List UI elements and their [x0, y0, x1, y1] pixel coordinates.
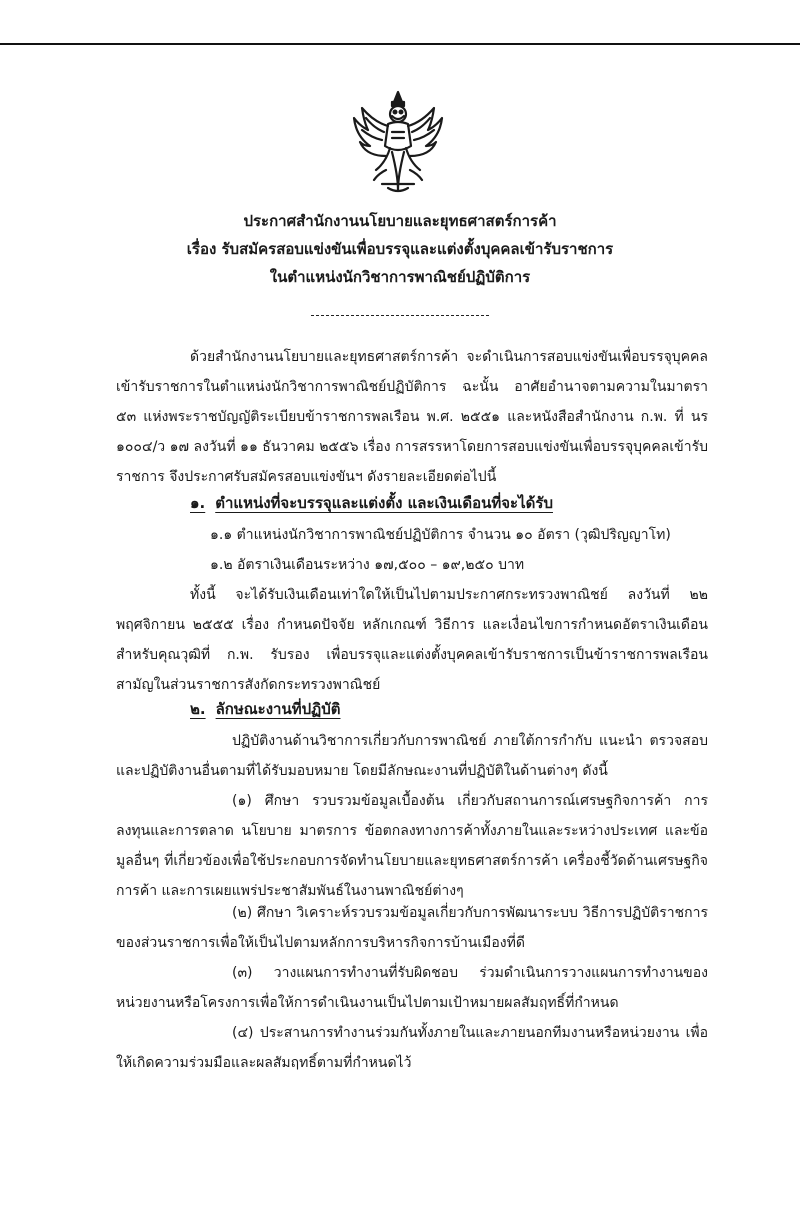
header-divider — [311, 315, 489, 316]
section-1-item-2: ๑.๒ อัตราเงินเดือนระหว่าง ๑๗,๕๐๐ – ๑๙,๒๕๐ บาท — [210, 557, 525, 573]
duty-2: (๒) ศึกษา วิเคราะห์รวบรวมข้อมูลเกี่ยวกับการพัฒนาระบบ วิธีการปฏิบัติราชการของส่วนราชการเพื่อให้เป็นไปตามหลักการบริหารกิจการบ้านเมืองที่ดี — [116, 905, 708, 951]
section-1-note: ทั้งนี้ จะได้รับเงินเดือนเท่าใดให้เป็นไปตามประกาศกระทรวงพาณิชย์ ลงวันที่ ๒๒ พฤศจิกายน ๒๕๕๕ เรื่อง กำหนดปัจจัย หลักเกณฑ์ วิธีการ และเงื่อนไขการกำหนดอัตราเงินเดือนสำหรับคุณวุฒิที่ ก.พ. รับรอง เพื่อบรรจุและแต่งตั้งบุคคลเข้ารับราชการเป็นข้าราชการพลเรือนสามัญในส่วนราชการสังกัดกระทรวงพาณิชย์ — [116, 587, 708, 693]
section-1-heading — [190, 488, 553, 518]
duty-3: (๓) วางแผนการทำงานที่รับผิดชอบ ร่วมดำเนินการวางแผนการทำงานของหน่วยงานหรือโครงการเพื่อให้การดำเนินงานเป็นไปตามเป้าหมายผลสัมฤทธิ์ที่กำหนด — [116, 965, 708, 1011]
announcement-title: ประกาศสำนักงานนโยบายและยุทธศาสตร์การค้า — [243, 212, 557, 230]
section-2-title: ลักษณะงานที่ปฏิบัติ — [215, 700, 341, 718]
section-2-heading — [190, 694, 340, 724]
section-2-number: ๒. — [190, 700, 206, 718]
duty-1: (๑) ศึกษา รวบรวมข้อมูลเบื้องต้น เกี่ยวกับสถานการณ์เศรษฐกิจการค้า การลงทุนและการตลาด นโยบาย มาตรการ ข้อตกลงทางการค้าทั้งภายในและระหว่างประเทศ และข้อมูลอื่นๆ ที่เกี่ยวข้องเพื่อใช้ประกอบการจัดทำนโยบายและยุทธศาสตร์การค้า เครื่องชี้วัดด้านเศรษฐกิจการค้า และการเผยแพร่ประชาสัมพันธ์ในงานพาณิชย์ต่างๆ — [116, 793, 708, 899]
announcement-position: ในตำแหน่งนักวิชาการพาณิชย์ปฏิบัติการ — [269, 268, 531, 286]
intro-paragraph: ด้วยสำนักงานนโยบายและยุทธศาสตร์การค้า จะดำเนินการสอบแข่งขันเพื่อบรรจุบุคคลเข้ารับราชการในตำแหน่งนักวิชาการพาณิชย์ปฏิบัติการ ฉะนั้น อาศัยอำนาจตามความในมาตรา ๕๓ แห่งพระราชบัญญัติระเบียบข้าราชการพลเรือน พ.ศ. ๒๕๕๑ และหนังสือสำนักงาน ก.พ. ที่ นร ๑๐๐๔/ว ๑๗ ลงวันที่ ๑๑ ธันวาคม ๒๕๕๖ เรื่อง การสรรหาโดยการสอบแข่งขันเพื่อบรรจุบุคคลเข้ารับราชการ จึงประกาศรับสมัครสอบแข่งขันฯ ดังรายละเอียดต่อไปนี้ — [116, 349, 708, 485]
duty-4: (๔) ประสานการทำงานร่วมกันทั้งภายในและภายนอกทีมงานหรือหน่วยงาน เพื่อให้เกิดความร่วมมือและผลสัมฤทธิ์ตามที่กำหนดไว้ — [116, 1025, 708, 1071]
section-1-number: ๑. — [190, 494, 206, 512]
garuda-emblem — [348, 88, 448, 198]
announcement-subject: เรื่อง รับสมัครสอบแข่งขันเพื่อบรรจุและแต่งตั้งบุคคลเข้ารับราชการ — [186, 240, 614, 258]
section-1-title: ตำแหน่งที่จะบรรจุและแต่งตั้ง และเงินเดือนที่จะได้รับ — [215, 494, 553, 512]
section-2-intro: ปฏิบัติงานด้านวิชาการเกี่ยวกับการพาณิชย์ ภายใต้การกำกับ แนะนำ ตรวจสอบ และปฏิบัติงานอื่นตามที่ได้รับมอบหมาย โดยมีลักษณะงานที่ปฏิบัติในด้านต่างๆ ดังนี้ — [116, 733, 708, 779]
scan-edge-line — [0, 43, 800, 45]
section-1-item-1: ๑.๑ ตำแหน่งนักวิชาการพาณิชย์ปฏิบัติการ จำนวน ๑๐ อัตรา (วุฒิปริญญาโท) — [210, 527, 671, 543]
